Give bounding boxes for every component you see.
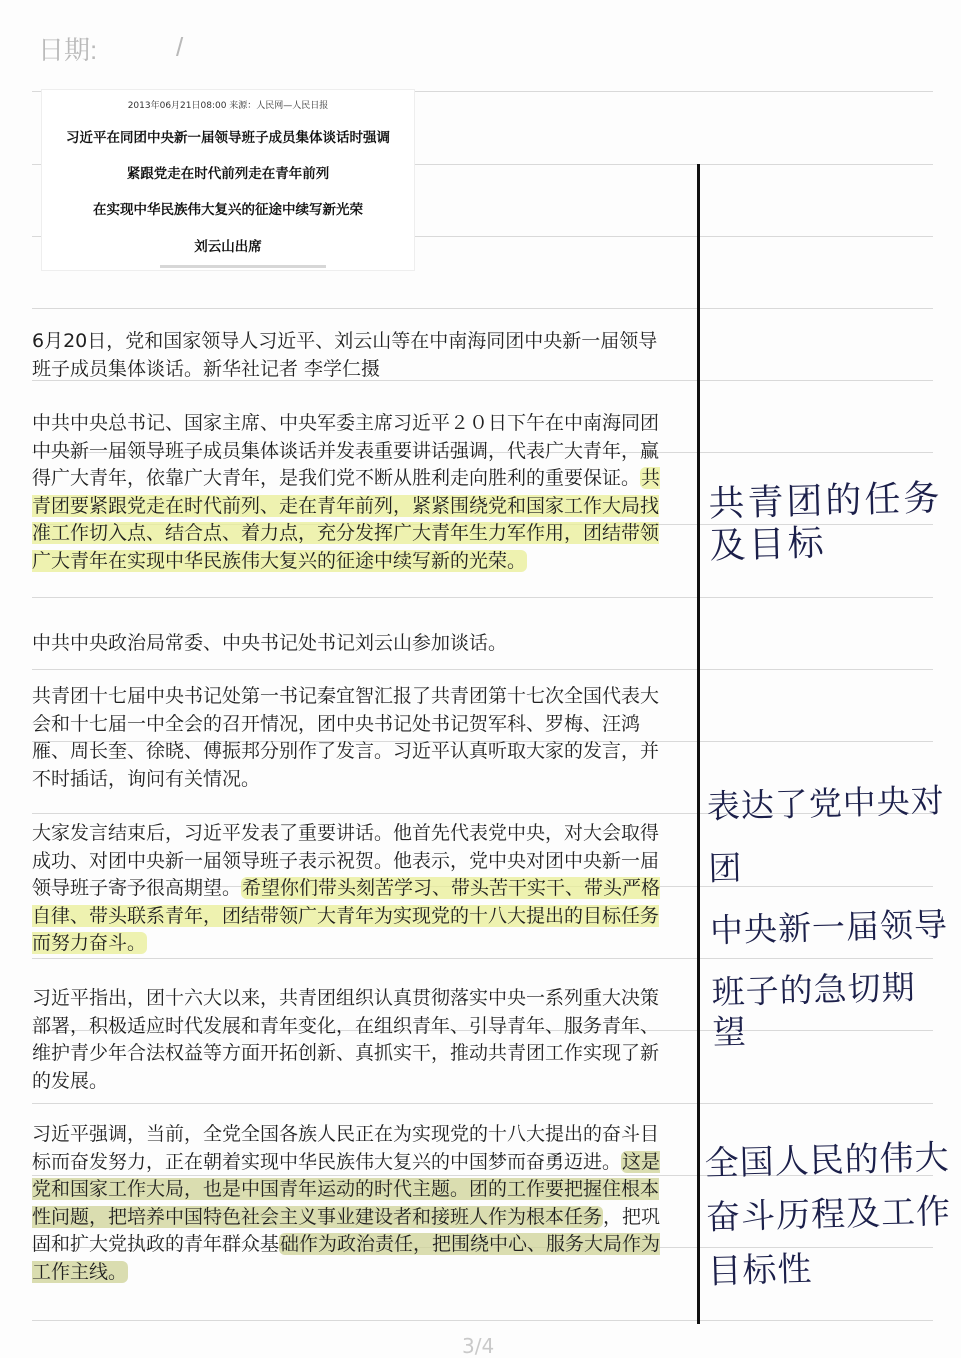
article-paragraph bbox=[32, 410, 672, 575]
paragraph-text: ，把巩固和扩大党执政的青年群众基 bbox=[32, 1205, 661, 1255]
handwritten-note bbox=[704, 1131, 953, 1299]
article-paragraph bbox=[32, 820, 672, 958]
note-line: 班子的急切期 bbox=[711, 967, 917, 1012]
clipping-headline: 在实现中华民族伟大复兴的征途中续写新光荣 bbox=[93, 202, 363, 218]
note-line: 全国人民的伟大 bbox=[704, 1137, 951, 1184]
highlighted-text: 这是党和国家工作大局，也是中国青年运动的时代主题。团的工作要把握住根本性问题，把培养中国特色社会主义事业建设者和接班人作为根本任务 bbox=[32, 1150, 661, 1228]
paragraph-text: 共青团十七届中央书记处第一书记秦宜智汇报了共青团第十七次全国代表大会和十七届一中全会的召开情况，团中央书记处书记贺军科、罗梅、汪鸿雁、周长奎、徐晓、傅振邦分别作了发言。习近平认真听取大家的发言，并不时插话，询问有关情况。 bbox=[32, 685, 660, 790]
note-line: 望 bbox=[712, 1012, 748, 1052]
note-line: 目标性 bbox=[707, 1249, 814, 1292]
note-line: 表达了党中央对团 bbox=[706, 780, 946, 888]
clipping-headline: 紧跟党走在时代前列走在青年前列 bbox=[126, 166, 330, 182]
highlighted-text: 础作为政治责任，把围绕中心、服务大局作为工作主线。 bbox=[32, 1233, 661, 1283]
clipping-source: 2013年06月21日08:00 来源：人民网—人民日报 bbox=[127, 101, 329, 111]
date-separator: / bbox=[176, 32, 184, 62]
news-clipping bbox=[42, 90, 414, 270]
note-line: 中央新一届领导 bbox=[709, 904, 949, 950]
date-label: 日期: bbox=[38, 35, 98, 65]
clipping-bar bbox=[160, 265, 326, 268]
paragraph-text: 大家发言结束后，习近平发表了重要讲话。他首先代表党中央，对大会取得成功、对团中央新一届领导班子表示祝贺。他表示，党中央对团中央新一届领导班子寄予很高期望。 bbox=[32, 822, 660, 899]
note-line: 奋斗历程及工作 bbox=[705, 1191, 952, 1238]
handwritten-note bbox=[708, 478, 944, 568]
note-line: 共青团的任务 bbox=[708, 477, 944, 525]
paragraph-text: 习近平指出，团十六大以来，共青团组织认真贯彻落实中央一系列重大决策部署，积极适应时代发展和青年变化，在组织青年、引导青年、服务青年、维护青少年合法权益等方面开拓创新、真抓实干，推动共青团工作实现了新的发展。 bbox=[32, 987, 660, 1092]
note-line: 及目标 bbox=[709, 522, 828, 567]
clipping-headline: 习近平在同团中央新一届领导班子成员集体谈话时强调 bbox=[66, 130, 390, 146]
page-number: 3/4 bbox=[462, 1334, 495, 1358]
article-paragraph bbox=[32, 683, 672, 793]
paragraph-text: 中共中央政治局常委、中央书记处书记刘云山参加谈话。 bbox=[32, 632, 508, 654]
handwritten-note bbox=[706, 769, 961, 1064]
margin-divider bbox=[697, 164, 700, 1324]
paragraph-text: 6月20日，党和国家领导人习近平、刘云山等在中南海同团中央新一届领导班子成员集体谈话。新华社记者 李学仁摄 bbox=[32, 330, 658, 380]
paragraph-text: 中共中央总书记、国家主席、中央军委主席习近平２０日下午在中南海同团中央新一届领导班子成员集体谈话并发表重要讲话强调，代表广大青年，赢得广大青年，依靠广大青年，是我们党不断从胜利走向胜利的重要保证。 bbox=[32, 412, 660, 489]
article-paragraph bbox=[32, 1121, 672, 1286]
article-paragraph bbox=[32, 985, 672, 1095]
article-paragraph bbox=[32, 328, 672, 383]
highlighted-text: 共青团要紧跟党走在时代前列、走在青年前列，紧紧围绕党和国家工作大局找准工作切入点、结合点、着力点，充分发挥广大青年生力军作用，团结带领广大青年在实现中华民族伟大复兴的征途中续写新的光荣。 bbox=[32, 467, 661, 572]
clipping-headline: 刘云山出席 bbox=[194, 239, 262, 255]
article-paragraph bbox=[32, 630, 672, 658]
paragraph-text: 习近平强调，当前，全党全国各族人民正在为实现党的十八大提出的奋斗目标而奋发努力，正在朝着实现中华民族伟大复兴的中国梦而奋勇迈进。 bbox=[32, 1123, 660, 1173]
highlighted-text: 希望你们带头刻苦学习、带头苦干实干、带头严格自律、带头联系青年，团结带领广大青年为实现党的十八大提出的目标任务而努力奋斗。 bbox=[32, 877, 661, 954]
